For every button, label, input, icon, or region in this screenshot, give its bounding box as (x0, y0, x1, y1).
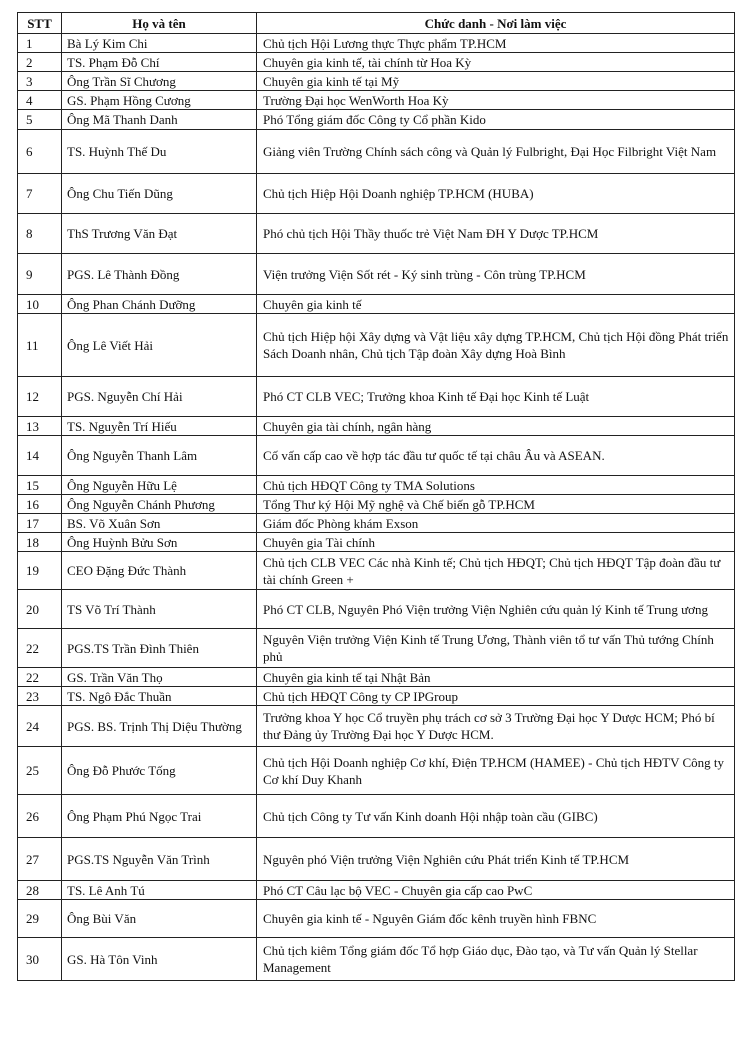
table-row (18, 72, 735, 91)
cell-name: TS. Huỳnh Thế Du (62, 130, 257, 174)
table-row (18, 590, 735, 629)
cell-title: Chuyên gia kinh tế tại Nhật Bản (257, 668, 735, 687)
cell-stt: 4 (18, 91, 62, 110)
table-row (18, 436, 735, 476)
table-row (18, 174, 735, 214)
cell-title: Chủ tịch HĐQT Công ty CP IPGroup (257, 687, 735, 706)
cell-name: PGS. BS. Trịnh Thị Diệu Thường (62, 706, 257, 747)
cell-stt: 5 (18, 110, 62, 130)
table-row (18, 476, 735, 495)
cell-title: Trưởng khoa Y học Cổ truyền phụ trách cơ sở 3 Trường Đại học Y Dược HCM; Phó bí thư Đảng ủy Trường Đại học Y Dược HCM. (257, 706, 735, 747)
table-row (18, 314, 735, 377)
cell-name: Ông Nguyễn Hữu Lệ (62, 476, 257, 495)
table-row (18, 533, 735, 552)
cell-name: ThS Trương Văn Đạt (62, 214, 257, 254)
cell-name: Ông Trần Sĩ Chương (62, 72, 257, 91)
cell-stt: 3 (18, 72, 62, 91)
cell-title: Viện trưởng Viện Sốt rét - Ký sinh trùng - Côn trùng TP.HCM (257, 254, 735, 295)
cell-stt: 26 (18, 795, 62, 838)
cell-stt: 22 (18, 629, 62, 668)
cell-name: GS. Trần Văn Thọ (62, 668, 257, 687)
table-row (18, 706, 735, 747)
table-row (18, 495, 735, 514)
cell-stt: 14 (18, 436, 62, 476)
cell-name: Ông Nguyễn Thanh Lâm (62, 436, 257, 476)
table-row (18, 295, 735, 314)
table-row (18, 552, 735, 590)
cell-title: Trường Đại học WenWorth Hoa Kỳ (257, 91, 735, 110)
table-body (18, 34, 735, 981)
cell-title: Chuyên gia kinh tế tại Mỹ (257, 72, 735, 91)
cell-stt: 10 (18, 295, 62, 314)
cell-title: Chủ tịch Hội Doanh nghiệp Cơ khí, Điện TP.HCM (HAMEE) - Chủ tịch HĐTV Công ty Cơ khí Duy Khanh (257, 747, 735, 795)
cell-title: Chuyên gia kinh tế, tài chính từ Hoa Kỳ (257, 53, 735, 72)
cell-stt: 13 (18, 417, 62, 436)
table-row (18, 838, 735, 881)
cell-name: TS. Nguyễn Trí Hiếu (62, 417, 257, 436)
header-stt: STT (18, 13, 62, 34)
cell-title: Giám đốc Phòng khám Exson (257, 514, 735, 533)
table-row (18, 900, 735, 938)
table-row (18, 668, 735, 687)
cell-title: Chủ tịch Hiệp hội Xây dựng và Vật liệu xây dựng TP.HCM, Chủ tịch Hội đồng Phát triển Sách Doanh nhân, Chủ tịch Tập đoàn Xây dựng Hoà Bình (257, 314, 735, 377)
cell-title: Chủ tịch Hội Lương thực Thực phẩm TP.HCM (257, 34, 735, 53)
cell-name: Ông Đỗ Phước Tống (62, 747, 257, 795)
cell-stt: 29 (18, 900, 62, 938)
cell-stt: 17 (18, 514, 62, 533)
cell-stt: 9 (18, 254, 62, 295)
table-row (18, 687, 735, 706)
cell-name: Ông Chu Tiến Dũng (62, 174, 257, 214)
cell-title: Chủ tịch Công ty Tư vấn Kinh doanh Hội nhập toàn cầu (GIBC) (257, 795, 735, 838)
cell-title: Nguyên phó Viện trưởng Viện Nghiên cứu Phát triển Kinh tế TP.HCM (257, 838, 735, 881)
cell-name: TS. Ngô Đắc Thuần (62, 687, 257, 706)
cell-name: Bà Lý Kim Chi (62, 34, 257, 53)
cell-name: PGS. Nguyễn Chí Hải (62, 377, 257, 417)
cell-name: PGS. Lê Thành Đồng (62, 254, 257, 295)
cell-stt: 1 (18, 34, 62, 53)
cell-stt: 7 (18, 174, 62, 214)
cell-name: Ông Mã Thanh Danh (62, 110, 257, 130)
cell-stt: 19 (18, 552, 62, 590)
cell-title: Chuyên gia tài chính, ngân hàng (257, 417, 735, 436)
document-page (17, 12, 735, 981)
table-row (18, 214, 735, 254)
cell-title: Chủ tịch kiêm Tổng giám đốc Tổ hợp Giáo dục, Đào tạo, và Tư vấn Quản lý Stellar Management (257, 938, 735, 981)
cell-stt: 15 (18, 476, 62, 495)
cell-name: Ông Nguyễn Chánh Phương (62, 495, 257, 514)
cell-title: Chủ tịch Hiệp Hội Doanh nghiệp TP.HCM (HUBA) (257, 174, 735, 214)
cell-title: Chuyên gia Tài chính (257, 533, 735, 552)
cell-stt: 20 (18, 590, 62, 629)
table-row (18, 417, 735, 436)
cell-title: Chuyên gia kinh tế (257, 295, 735, 314)
table-row (18, 629, 735, 668)
cell-title: Chủ tịch CLB VEC Các nhà Kinh tế; Chủ tịch HĐQT; Chủ tịch HĐQT Tập đoàn đầu tư tài chính Green + (257, 552, 735, 590)
cell-title: Phó CT Câu lạc bộ VEC - Chuyên gia cấp cao PwC (257, 881, 735, 900)
table-row (18, 254, 735, 295)
cell-name: Ông Phạm Phú Ngọc Trai (62, 795, 257, 838)
cell-name: GS. Hà Tôn Vinh (62, 938, 257, 981)
member-table (17, 12, 735, 981)
cell-stt: 27 (18, 838, 62, 881)
cell-stt: 22 (18, 668, 62, 687)
cell-stt: 16 (18, 495, 62, 514)
table-row (18, 747, 735, 795)
cell-title: Tổng Thư ký Hội Mỹ nghệ và Chế biến gỗ TP.HCM (257, 495, 735, 514)
cell-title: Cố vấn cấp cao về hợp tác đầu tư quốc tế tại châu Âu và ASEAN. (257, 436, 735, 476)
cell-title: Chủ tịch HĐQT Công ty TMA Solutions (257, 476, 735, 495)
cell-stt: 2 (18, 53, 62, 72)
table-row (18, 938, 735, 981)
cell-name: TS. Phạm Đỗ Chí (62, 53, 257, 72)
cell-name: CEO Đặng Đức Thành (62, 552, 257, 590)
cell-name: TS Võ Trí Thành (62, 590, 257, 629)
cell-stt: 12 (18, 377, 62, 417)
table-row (18, 34, 735, 53)
cell-stt: 23 (18, 687, 62, 706)
table-row (18, 91, 735, 110)
table-row (18, 130, 735, 174)
cell-title: Giảng viên Trường Chính sách công và Quản lý Fulbright, Đại Học Filbright Việt Nam (257, 130, 735, 174)
cell-title: Nguyên Viện trưởng Viện Kinh tế Trung Ương, Thành viên tổ tư vấn Thủ tướng Chính phủ (257, 629, 735, 668)
cell-stt: 30 (18, 938, 62, 981)
cell-name: Ông Huỳnh Bửu Sơn (62, 533, 257, 552)
cell-stt: 24 (18, 706, 62, 747)
table-row (18, 53, 735, 72)
cell-name: Ông Phan Chánh Dưỡng (62, 295, 257, 314)
table-row (18, 795, 735, 838)
cell-stt: 28 (18, 881, 62, 900)
table-row (18, 881, 735, 900)
table-row (18, 110, 735, 130)
header-title: Chức danh - Nơi làm việc (257, 13, 735, 34)
header-row (18, 13, 735, 34)
cell-name: Ông Lê Viết Hải (62, 314, 257, 377)
cell-name: GS. Phạm Hồng Cương (62, 91, 257, 110)
cell-name: TS. Lê Anh Tú (62, 881, 257, 900)
cell-title: Chuyên gia kinh tế - Nguyên Giám đốc kênh truyền hình FBNC (257, 900, 735, 938)
cell-stt: 18 (18, 533, 62, 552)
cell-stt: 25 (18, 747, 62, 795)
cell-title: Phó Tổng giám đốc Công ty Cổ phần Kido (257, 110, 735, 130)
cell-name: PGS.TS Trần Đình Thiên (62, 629, 257, 668)
cell-name: PGS.TS Nguyễn Văn Trình (62, 838, 257, 881)
header-name: Họ và tên (62, 13, 257, 34)
cell-title: Phó CT CLB VEC; Trưởng khoa Kinh tế Đại học Kinh tế Luật (257, 377, 735, 417)
cell-name: BS. Võ Xuân Sơn (62, 514, 257, 533)
cell-title: Phó CT CLB, Nguyên Phó Viện trưởng Viện Nghiên cứu quản lý Kinh tế Trung ương (257, 590, 735, 629)
cell-stt: 11 (18, 314, 62, 377)
cell-stt: 6 (18, 130, 62, 174)
cell-stt: 8 (18, 214, 62, 254)
cell-title: Phó chủ tịch Hội Thầy thuốc trẻ Việt Nam ĐH Y Dược TP.HCM (257, 214, 735, 254)
table-row (18, 377, 735, 417)
table-row (18, 514, 735, 533)
cell-name: Ông Bùi Văn (62, 900, 257, 938)
